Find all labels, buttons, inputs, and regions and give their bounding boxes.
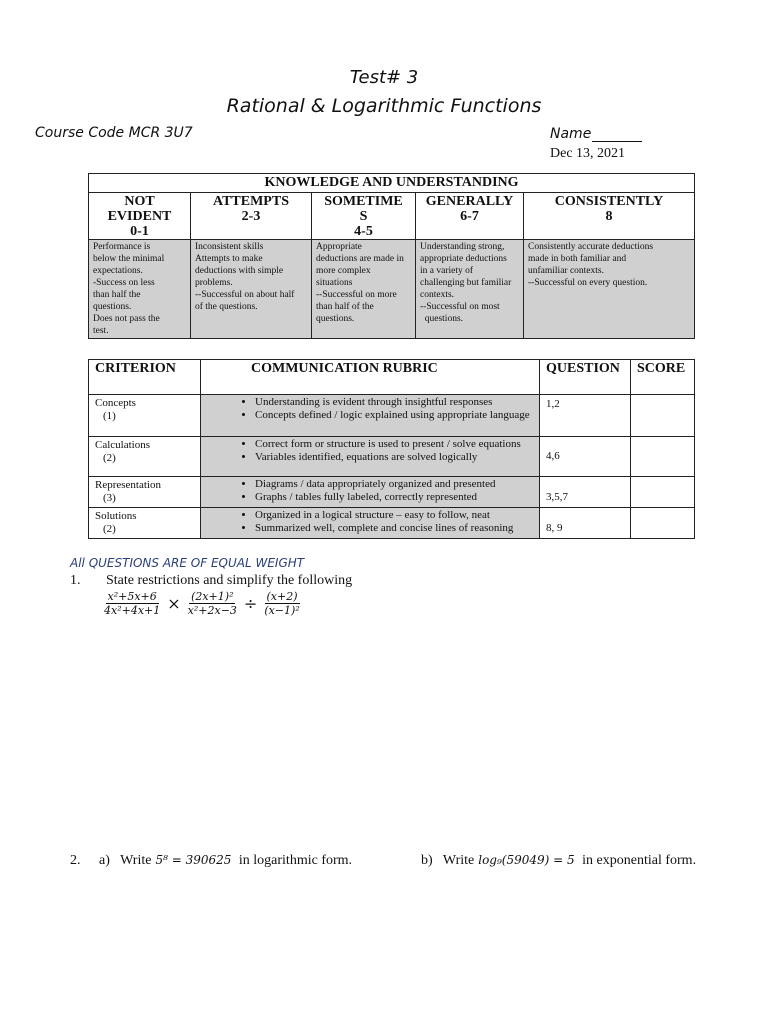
question-2a-math: 5⁸ = 390625 <box>155 853 232 867</box>
question-calculations: 4,6 <box>540 437 631 477</box>
divide-operator: ÷ <box>243 594 258 613</box>
question-concepts: 1,2 <box>540 395 631 437</box>
course-code: Course Code MCR 3U7 <box>35 125 193 141</box>
name-label: Name <box>550 126 592 142</box>
score-solutions[interactable] <box>631 508 695 539</box>
question-1-text: State restrictions and simplify the following <box>106 573 353 588</box>
fraction-3: $\frac{(x+2)}{\text{(x−1)²}}$ <box>264 590 300 617</box>
rubric-concepts: • Understanding is evident through insightful responses • Concepts defined / logic explained using appropriate language <box>201 395 540 437</box>
level-generally: GENERALLY 6-7 <box>416 193 524 240</box>
knowledge-heading: KNOWLEDGE AND UNDERSTANDING <box>89 174 695 193</box>
level-attempts: ATTEMPTS 2-3 <box>191 193 312 240</box>
name-field[interactable] <box>550 126 642 142</box>
fraction-1: $\frac{\text{x²+5x+6}}{\text{4x²+4x+1}}$ <box>104 590 161 617</box>
score-concepts[interactable] <box>631 395 695 437</box>
test-date: Dec 13, 2021 <box>550 146 626 161</box>
question-2a: 2. a) Write 5⁸ = 390625 in logarithmic form. <box>70 853 353 868</box>
multiply-operator: × <box>167 594 181 613</box>
name-blank[interactable] <box>592 129 642 142</box>
question-1-expression <box>100 590 304 617</box>
criterion-concepts: Concepts (1) <box>89 395 201 437</box>
rubric-row <box>89 395 695 437</box>
level-not-evident: NOT EVIDENT 0-1 <box>89 193 191 240</box>
criterion-representation: Representation (3) <box>89 477 201 508</box>
fraction-2: $\frac{\text{(2x+1)²}}{\text{x²+2x−3}}$ <box>187 590 237 617</box>
question-2a-label: a) <box>99 853 110 868</box>
question-header: QUESTION <box>540 360 631 395</box>
question-1-number: 1. <box>70 573 81 588</box>
level-row <box>89 193 695 240</box>
rubric-header: COMMUNICATION RUBRIC <box>201 360 540 395</box>
score-header: SCORE <box>631 360 695 395</box>
desc-not-evident: Performance is below the minimal expectations. -Success on less than half the questions. Does not pass the test. <box>89 240 191 339</box>
rubric-calculations: • Correct form or structure is used to present / solve equations • Variables identified, equations are solved logically <box>201 437 540 477</box>
desc-consistently: Consistently accurate deductions made in both familiar and unfamiliar contexts. --Successful on every question. <box>524 240 695 339</box>
test-subtitle: Rational & Logarithmic Functions <box>226 95 542 117</box>
knowledge-table <box>88 173 695 339</box>
equal-weight-note: All QUESTIONS ARE OF EQUAL WEIGHT <box>70 556 305 570</box>
description-row <box>89 240 695 339</box>
question-2b: b) Write log₉(59049) = 5 in exponential form. <box>421 853 697 868</box>
rubric-solutions: • Organized in a logical structure – easy to follow, neat • Summarized well, complete and concise lines of reasoning <box>201 508 540 539</box>
rubric-row <box>89 508 695 539</box>
question-2-number: 2. <box>70 853 81 868</box>
question-1 <box>70 573 352 589</box>
rubric-row <box>89 477 695 508</box>
criterion-solutions: Solutions (2) <box>89 508 201 539</box>
question-solutions: 8, 9 <box>540 508 631 539</box>
rubric-header-row <box>89 360 695 395</box>
criterion-header: CRITERION <box>89 360 201 395</box>
score-representation[interactable] <box>631 477 695 508</box>
score-calculations[interactable] <box>631 437 695 477</box>
rubric-representation: • Diagrams / data appropriately organized and presented • Graphs / tables fully labeled, correctly represented <box>201 477 540 508</box>
level-sometimes: SOMETIME S 4-5 <box>312 193 416 240</box>
rubric-row <box>89 437 695 477</box>
desc-sometimes: Appropriate deductions are made in more complex situations --Successful on more than half of the questions. <box>312 240 416 339</box>
communication-rubric-table <box>88 359 695 539</box>
test-title: Test# 3 <box>349 67 419 88</box>
question-representation: 3,5,7 <box>540 477 631 508</box>
desc-generally: Understanding strong, appropriate deductions in a variety of challenging but familiar contexts. --Successful on most questions. <box>416 240 524 339</box>
question-2b-math: log₉(59049) = 5 <box>478 853 575 867</box>
question-2b-label: b) <box>421 853 433 868</box>
desc-attempts: Inconsistent skills Attempts to make deductions with simple problems. --Successful on about half of the questions. <box>191 240 312 339</box>
level-consistently: CONSISTENTLY 8 <box>524 193 695 240</box>
criterion-calculations: Calculations (2) <box>89 437 201 477</box>
